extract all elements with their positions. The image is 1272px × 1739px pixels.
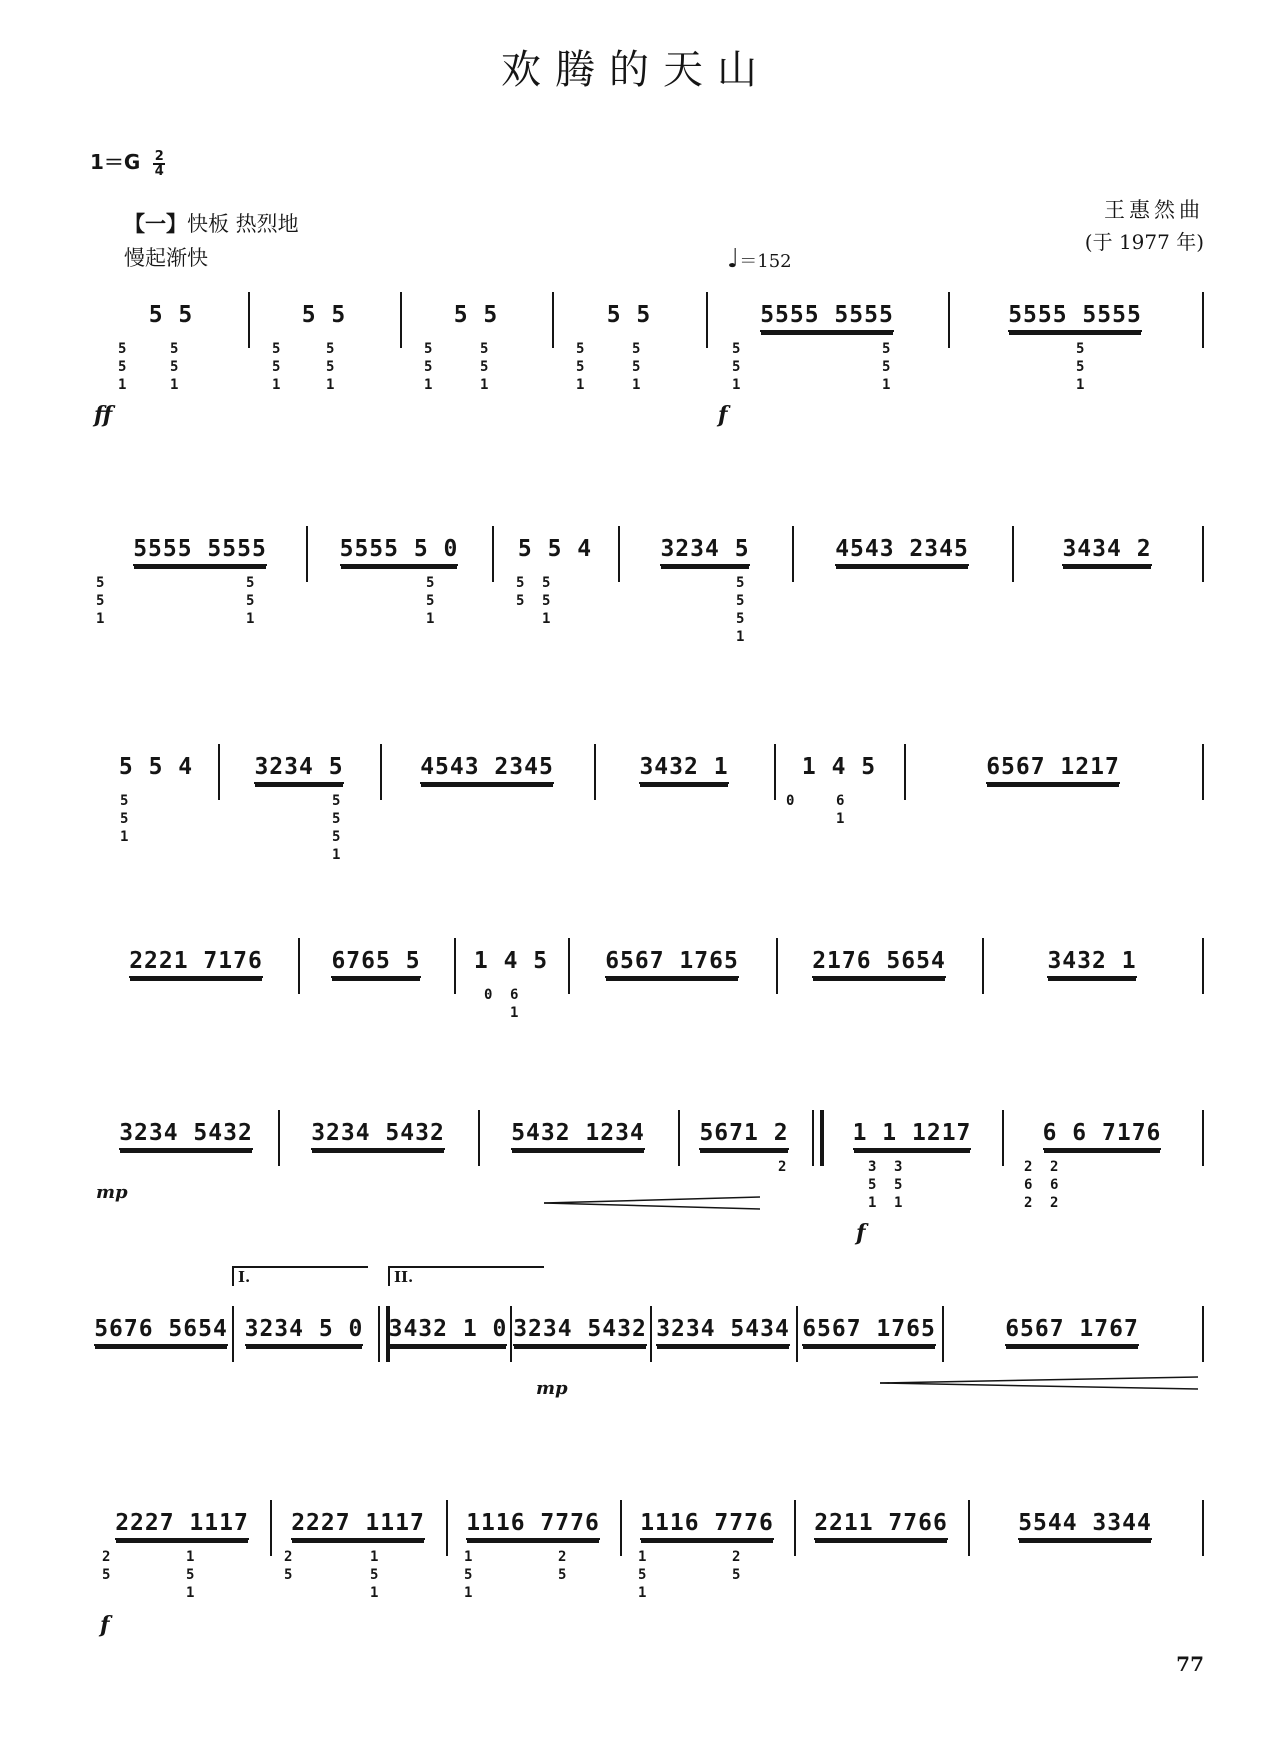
tempo-marking: 快板 热烈地 — [187, 212, 299, 236]
measure: 2227 1117 — [272, 1500, 444, 1590]
time-top: 2 — [154, 148, 164, 164]
crescendo-hairpin — [880, 1376, 1198, 1390]
metronome-marking — [727, 244, 792, 274]
dynamic-f: f — [718, 402, 728, 428]
measure: 2227 1117 — [96, 1500, 268, 1590]
barline — [1202, 1306, 1204, 1362]
dynamic-f: f — [100, 1612, 110, 1638]
measure: 6567 1767 — [944, 1306, 1200, 1396]
measure: 1116 7776 — [448, 1500, 618, 1590]
measure: 4543 2345 — [382, 744, 592, 834]
barline — [1202, 1110, 1204, 1166]
measure: 3434 2 — [1014, 526, 1200, 616]
repeat-start-barline — [812, 1110, 824, 1166]
measure: 1116 7776 — [622, 1500, 792, 1590]
measure: 5555 5555 — [708, 292, 946, 382]
staff-row-5: 3234 5432 3234 5432 5432 1234 5671 2 1 1 1217 6 6 7176 mp 2 3 5 1 3 5 1 2 6 2 2 6 2 f — [96, 1110, 1206, 1200]
composer: 王惠然曲 — [1104, 198, 1204, 222]
measure: 5 5 — [148, 302, 194, 328]
measure: 5671 2 — [680, 1110, 808, 1200]
staff-row-1: 5 5 5 5 5 5 5 5 5555 5555 5555 5555 5 5 1 5 5 1 5 5 1 5 5 1 5 5 1 5 5 1 5 5 1 5 5 1 5 5 1 5 5 1 5 5 1 ff f — [96, 292, 1206, 382]
volta-second-ending: II. — [388, 1266, 544, 1286]
barline — [1202, 938, 1204, 994]
staff-row-6 — [94, 1268, 1206, 1399]
title: 欢腾的天山 — [501, 47, 771, 93]
composition-year: (于 1977 年) — [1084, 230, 1204, 254]
measure: 5 5 — [606, 302, 652, 328]
barline — [1202, 292, 1204, 348]
measure: 3432 1 — [596, 744, 772, 834]
tempo-sub-marking: 慢起渐快 — [124, 246, 208, 270]
measure: 2221 7176 — [96, 938, 296, 1028]
measure: 1 4 5 — [801, 754, 877, 780]
volta-first-ending: I. — [232, 1266, 368, 1286]
measure: 5 5 4 — [517, 536, 593, 562]
barline — [1202, 526, 1204, 582]
measure: 2176 5654 — [778, 938, 980, 1028]
staff-row-3: 5 5 4 3234 5 4543 2345 3432 1 1 4 5 6567 1217 5 5 1 5 5 5 1 0 6 1 — [96, 744, 1206, 834]
dynamic-ff: ff — [94, 402, 113, 428]
measure: 3432 1 — [984, 938, 1200, 1028]
staff-row-2: 5555 5555 5555 5 0 5 5 4 3234 5 4543 2345 3434 2 5 5 1 5 5 1 5 5 1 5 5 5 5 1 5 5 5 1 — [96, 526, 1206, 616]
measure: 3234 5432 — [280, 1110, 476, 1200]
measure: 6567 1765 — [798, 1306, 940, 1396]
measure: 5 5 4 — [118, 754, 194, 780]
dynamic-mp: mp — [536, 1378, 568, 1399]
measure: 3432 1 0 — [388, 1306, 508, 1396]
measure: 5 5 — [453, 302, 499, 328]
crescendo-hairpin — [544, 1196, 760, 1210]
measure: 5555 5555 — [96, 526, 304, 616]
section-heading — [124, 208, 299, 238]
measure: 3234 5432 — [512, 1306, 648, 1396]
measure: 5555 5 0 — [308, 526, 490, 616]
measure: 6567 1765 — [570, 938, 774, 1028]
measure: 3234 5 — [620, 526, 790, 616]
time-bottom: 4 — [154, 163, 164, 179]
measure: 1 1 1217 — [824, 1110, 1000, 1200]
measure: 5555 5555 — [950, 292, 1200, 382]
staff-row-7: 2227 1117 2227 1117 1116 7776 1116 7776 2211 7766 5544 3344 2 5 1 5 1 2 5 1 5 1 1 5 1 2 5 1 5 1 2 5 f — [96, 1500, 1206, 1590]
measure: 4543 2345 — [794, 526, 1010, 616]
measure: 3234 5432 — [96, 1110, 276, 1200]
time-signature — [153, 150, 165, 178]
measure: 1 4 5 — [473, 948, 549, 974]
measure: 5676 5654 — [92, 1306, 230, 1396]
measure: 5 5 — [301, 302, 347, 328]
staff-row-4: 2221 7176 6765 5 1 4 5 6567 1765 2176 5654 3432 1 0 6 1 — [96, 938, 1206, 1028]
page-number: 77 — [1176, 1652, 1204, 1676]
measure: 6 6 7176 — [1004, 1110, 1200, 1200]
key-label: 1＝G — [90, 150, 141, 174]
section-label: 【一】 — [124, 212, 187, 236]
measure: 5432 1234 — [480, 1110, 676, 1200]
barline — [1202, 744, 1204, 800]
quarter-note-icon: ♩ — [727, 244, 740, 274]
dynamic-mp: mp — [96, 1182, 128, 1203]
metronome-value: ＝152 — [739, 251, 792, 272]
key-signature — [90, 146, 165, 178]
measure: 3234 5434 — [652, 1306, 794, 1396]
measure: 3234 5 — [220, 744, 378, 834]
barline — [1202, 1500, 1204, 1556]
measure: 6567 1217 — [906, 744, 1200, 834]
measure: 3234 5 0 — [234, 1306, 374, 1396]
measure: 2211 7766 — [796, 1500, 966, 1590]
dynamic-f: f — [856, 1220, 866, 1246]
measure: 6765 5 — [300, 938, 452, 1028]
measure: 5544 3344 — [970, 1500, 1200, 1590]
